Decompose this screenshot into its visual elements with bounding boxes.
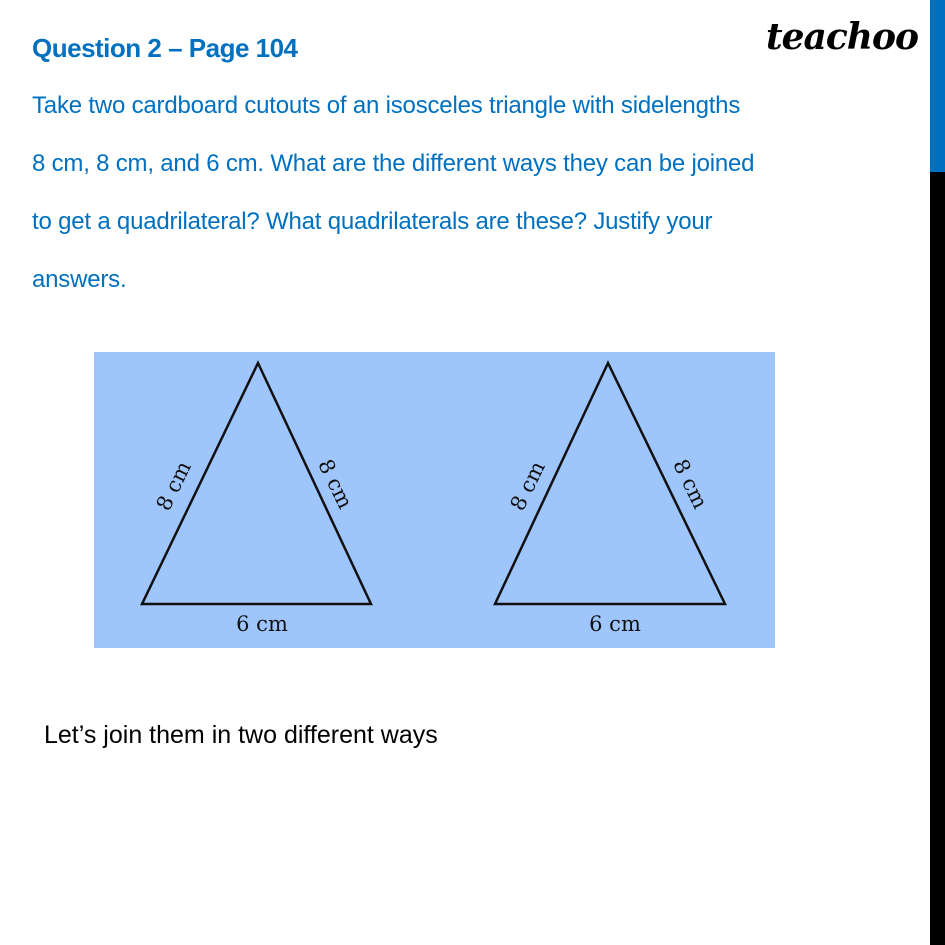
teachoo-logo: teachoo — [766, 16, 918, 58]
page-title: Question 2 – Page 104 — [32, 33, 298, 63]
side-label: 8 cm — [668, 455, 713, 513]
base-label: 6 cm — [236, 612, 288, 636]
triangle-2 — [495, 363, 725, 636]
side-label: 8 cm — [151, 457, 196, 515]
question-line: answers. — [32, 266, 127, 293]
base-label: 6 cm — [589, 612, 641, 636]
side-dark-bar — [930, 172, 945, 945]
question-line: 8 cm, 8 cm, and 6 cm. What are the different ways they can be joined — [32, 150, 755, 177]
side-label: 8 cm — [505, 457, 550, 515]
question-line: Take two cardboard cutouts of an isosceles triangle with sidelengths — [32, 92, 741, 119]
triangles-figure — [94, 352, 775, 648]
side-label: 8 cm — [313, 455, 358, 513]
triangle-1 — [142, 363, 371, 636]
question-line: to get a quadrilateral? What quadrilaterals are these? Justify your — [32, 208, 713, 235]
explanation-text: Let’s join them in two different ways — [44, 721, 438, 749]
side-accent-bar — [930, 0, 945, 172]
